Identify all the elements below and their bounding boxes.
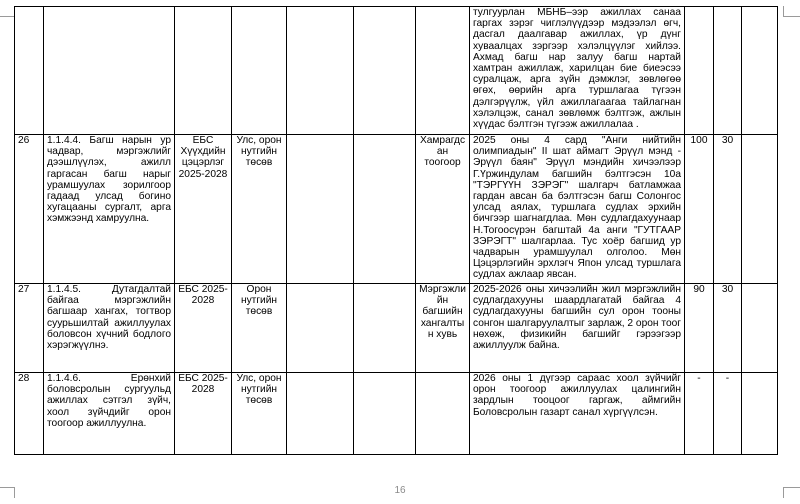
indicator-cell xyxy=(416,373,470,455)
row-number: 26 xyxy=(15,135,44,284)
result-cell: 2025-2026 оны хичээлийн жил мэргэжлийн судлагдахууны шаардлагатай байгаа 4 судлагдахууны багшийн сул орон тооны сонгон шалгаруулалтыг зарлаж, 2 орон тоог нөхөж, физикийн багшийг гэрээгээр ажиллуулж байна. xyxy=(470,284,685,373)
crop-mark-top-right xyxy=(783,6,800,17)
score-cell: 30 xyxy=(714,284,742,373)
result-cell: 2026 оны 1 дүгээр сараас хоол зүйчийг орон тоогоор ажиллуулах цалингийн зардлын тооцоог гаргаж, аймгийн Боловсролын газарт санал хүргүүлсэн. xyxy=(470,373,685,455)
scope-cell: ЕБС 2025-2028 xyxy=(175,373,232,455)
percent-cell: 90 xyxy=(685,284,714,373)
activity-cell: 1.1.4.6. Ерөнхий боловсролын сургуульд ажиллах сэтгэл зүйч, хоол зүйчдийг орон тоогоор ажиллуулна. xyxy=(44,373,175,455)
indicator-cell xyxy=(416,7,470,135)
page-number: 16 xyxy=(394,485,406,496)
empty-cell xyxy=(287,7,354,135)
crop-mark-top-left xyxy=(0,6,15,17)
activity-cell: 1.1.4.5. Дутагдалтай байгаа мэргэжлийн багшаар хангах, тогтвор суурьшилтай ажиллуулах боловсон хүчний бодлого хэрэгжүүлнэ. xyxy=(44,284,175,373)
scope-cell: ЕБС Хүүхдийн цэцэрлэг 2025-2028 xyxy=(175,135,232,284)
budget-source-cell: Орон нутгийн төсөв xyxy=(232,284,287,373)
empty-cell xyxy=(742,284,778,373)
table-row xyxy=(15,373,778,455)
empty-cell xyxy=(354,373,416,455)
empty-cell xyxy=(742,7,778,135)
percent-cell xyxy=(685,7,714,135)
percent-cell: 100 xyxy=(685,135,714,284)
budget-source-cell: Улс, орон нутгийн төсөв xyxy=(232,135,287,284)
budget-source-cell xyxy=(232,7,287,135)
table-row xyxy=(15,7,778,135)
result-cell: тулгуурлан МБНБ–ээр ажиллах санаа гаргах зэрэг чиглэлүүдээр мэдээлэл өгч, дасгал даалгавар ажиллах, үр дүнг хуваалцах зэргээр хэлэлцүүлэг хийлээ. Ахмад багш нар залуу багш нартай хамтран ажиллаж, харилцан бие биеэсээ суралцаж, арга зүйн дэмжлэг, зөвлөгөө өгөх, өөрийн арга туршлагаа түгээн дэлгэрүүлж, үйл ажиллагаагаа тайлагнан хэлэлцэж, санал зөвлөмж бэлтгэж, ажлын хүүдас бэлтгэн түгээж ажиллалаа . xyxy=(470,7,685,135)
percent-cell: - xyxy=(685,373,714,455)
empty-cell xyxy=(287,284,354,373)
empty-cell xyxy=(354,284,416,373)
scope-cell: ЕБС 2025-2028 xyxy=(175,284,232,373)
row-number: 28 xyxy=(15,373,44,455)
result-cell: 2025 оны 4 сард "Анги нийтийн олимпиадын" II шат аймагт Эрүүл мэнд - Эрүүл баян" Эрүүл мэндийн хичээлээр Г.Үржиндулам багшийн бэлтгэсэн 10а "ТЭРГҮҮН ЗЭРЭГ" шалгарч батламжаа гардан авсан ба бэлтгэсэн багш Солонгос улсад аялах, туршлага судлах эрхийн бичгээр шагнагдлаа. Мөн судлагдахуунаар Н.Тогоосүрэн багштай 4а анги "ГУТГААР ЗЭРЭГТ" шалгарлаа. Тус хоёр багшид ур чадварын урамшуулал олголоо. Мөн Цэцэрлэгийн эрхлэгч Япон улсад туршлага судлах ажлаар явсан. xyxy=(470,135,685,284)
plan-table xyxy=(14,6,778,455)
score-cell xyxy=(714,7,742,135)
activity-cell xyxy=(44,7,175,135)
empty-cell xyxy=(354,135,416,284)
empty-cell xyxy=(287,373,354,455)
empty-cell xyxy=(287,135,354,284)
indicator-cell: Хамрагдс ан тоогоор xyxy=(416,135,470,284)
score-cell: 30 xyxy=(714,135,742,284)
table-row xyxy=(15,284,778,373)
row-number: 27 xyxy=(15,284,44,373)
budget-source-cell: Улс, орон нутгийн төсөв xyxy=(232,373,287,455)
activity-cell: 1.1.4.4. Багш нарын ур чадвар, мэргэжлийг дээшлүүлэх, ажилл гаргасан багш нарыг урамшуулах зорилгоор гадаад улсад богино хугацааны сургалт, арга хэмжээнд хамруулна. xyxy=(44,135,175,284)
empty-cell xyxy=(742,135,778,284)
scope-cell xyxy=(175,7,232,135)
row-number xyxy=(15,7,44,135)
table-row xyxy=(15,135,778,284)
empty-cell xyxy=(742,373,778,455)
empty-cell xyxy=(354,7,416,135)
indicator-cell: Мэргэжли йн багшийн хангалты н хувь xyxy=(416,284,470,373)
score-cell: - xyxy=(714,373,742,455)
